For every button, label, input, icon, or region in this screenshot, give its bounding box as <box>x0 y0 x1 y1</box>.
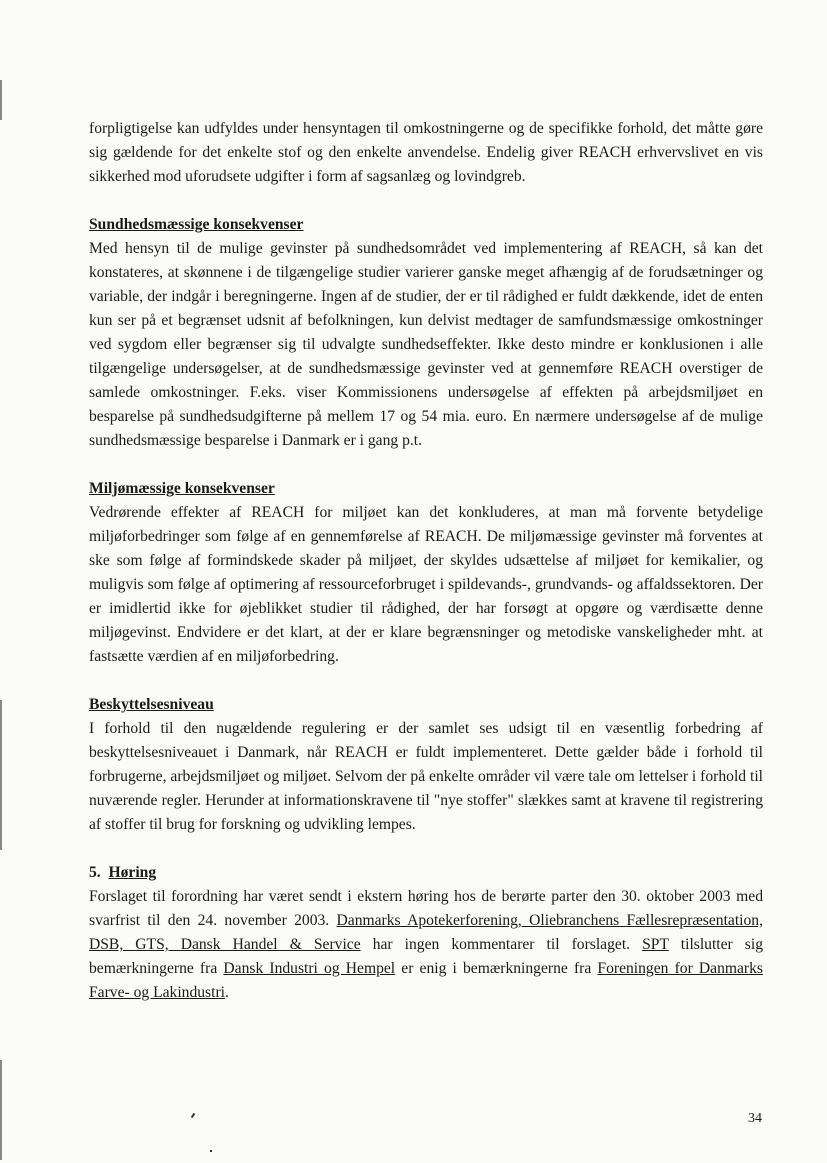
section-number: 5. <box>89 864 101 881</box>
page-number: 34 <box>748 1111 762 1126</box>
hearing-heading <box>89 861 763 885</box>
page-content <box>89 117 763 1005</box>
scan-speck <box>210 1150 212 1152</box>
hearing-party-di-hempel: Dansk Industri og Hempel <box>223 960 396 977</box>
scan-edge-mark <box>0 80 2 120</box>
health-paragraph: Med hensyn til de mulige gevinster på sundhedsområdet ved implementering af REACH, så kan det konstateres, at skønnene i de tilgængelige studier varierer ganske meget afhængig af de forudsætninger og variable, der indgår i beregningerne. Ingen af de studier, der er til rådighed er fuldt dækkende, idet de enten kun ser på et begrænset udsnit af befolkningen, kun delvist medtager de samfundsmæssige omkostninger ved sygdom eller begrænser sig til udvalgte sundhedseffekter. Ikke desto mindre er konklusionen i alle tilgængelige undersøgelser, at de sundhedsmæssige gevinster ved at gennemføre REACH overstiger de samlede omkostninger. F.eks. viser Kommissionens undersøgelse af effekten på arbejdsmiljøet en besparelse på sundhedsudgifterne på mellem 17 og 54 mia. euro. En nærmere undersøgelse af de mulige sundhedsmæssige besparelse i Danmark er i gang p.t. <box>89 240 763 449</box>
hearing-title: Høring <box>108 864 157 881</box>
hearing-text: er enig i bemærkningerne fra <box>395 960 598 977</box>
health-heading: Sundhedsmæssige konsekvenser <box>89 216 304 233</box>
protection-paragraph: I forhold til den nugældende regulering er der samlet ses udsigt til en væsentlig forbedring af beskyttelsesniveauet i Danmark, når REACH er fuldt implementeret. Dette gælder både i forhold til forbrugerne, arbejdsmiljøet og miljøet. Selvom der på enkelte områder vil være tale om lettelser i forhold til nuværende regler. Herunder at informationskravene til "nye stoffer" slækkes samt at kravene til registrering af stoffer til brug for forskning og udvikling lempes. <box>89 720 763 833</box>
hearing-party-farve: Foreningen for Danmarks Farve- og Lakindustri <box>89 960 763 1001</box>
hearing-text: Forslaget til forordning har været sendt i ekstern høring hos de berørte parter den 30. oktober 2003 med svarfrist til den 24. november 2003. <box>89 888 763 929</box>
hearing-text: har ingen kommentarer til forslaget. <box>360 936 643 953</box>
hearing-paragraph <box>89 885 763 1005</box>
scan-speck <box>191 1113 196 1118</box>
hearing-text: tilslutter sig bemærkningerne fra <box>89 936 764 977</box>
environment-paragraph: Vedrørende effekter af REACH for miljøet kan det konkluderes, at man må forvente betydelige miljøforbedringer som følge af en gennemførelse af REACH. De miljømæssige gevinster må forventes at ske som følge af formindskede skader på miljøet, der skyldes udsættelse af miljøet for kemikalier, og muligvis som følge af optimering af ressourceforbruget i spildevands-, grundvands- og affaldssektoren. Der er imidlertid ikke for øjeblikket studier til rådighed, der har forsøgt at opgøre og værdisætte denne miljøgevinst. Endvidere er det klart, at der er klare begrænsninger og metodiske vanskeligheder mht. at fastsætte værdien af en miljøforbedring. <box>89 504 763 665</box>
scan-edge-mark <box>0 700 2 850</box>
hearing-text: . <box>224 984 229 1001</box>
hearing-party-list: Danmarks Apotekerforening, Oliebranchens Fællesrepræsentation, DSB, GTS, Dansk Handel & Service <box>89 912 763 953</box>
protection-heading: Beskyttelsesniveau <box>89 696 214 713</box>
environment-heading: Miljømæssige konsekvenser <box>89 480 275 497</box>
hearing-party-spt: SPT <box>642 936 669 953</box>
intro-paragraph: forpligtigelse kan udfyldes under hensyntagen til omkostningerne og de specifikke forhold, det måtte gøre sig gældende for det enkelte stof og den enkelte anvendelse. Endelig giver REACH erhvervslivet en vis sikkerhed mod uforudsete udgifter i form af sagsanlæg og lovindgreb. <box>89 120 763 185</box>
scan-edge-mark <box>0 1060 2 1160</box>
